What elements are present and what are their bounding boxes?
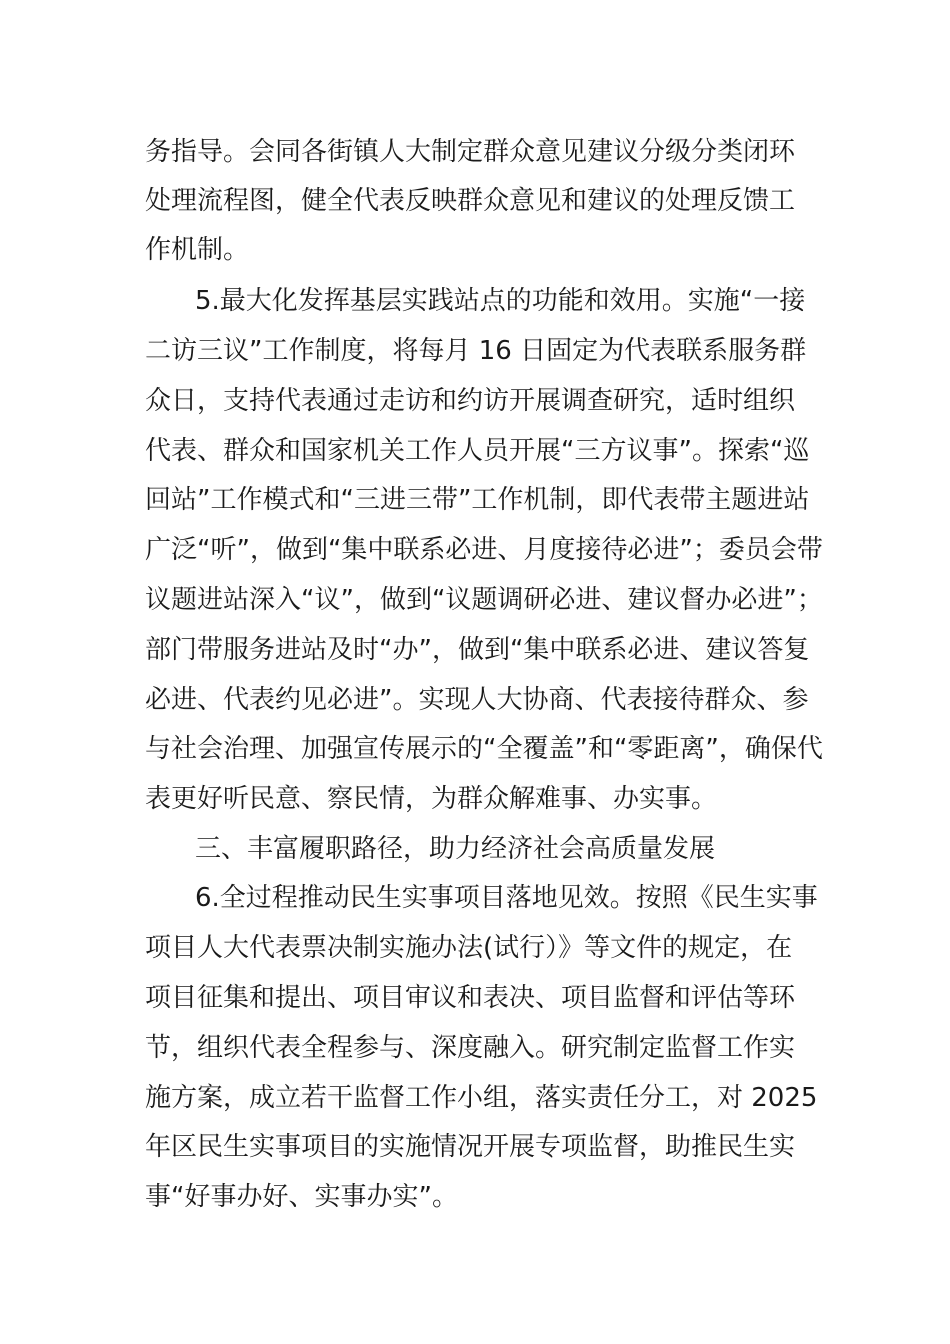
- text-line-14: 表更好听民意、察民情，为群众解难事、办实事。: [145, 784, 718, 814]
- text-line-17: 项目人大代表票决制实施办法(试行）》等文件的规定，在: [145, 933, 793, 963]
- text-line-9: 广泛“听”，做到“集中联系必进、月度接待必进”；委员会带: [145, 535, 823, 565]
- text-line-21: 年区民生实事项目的实施情况开展专项监督，助推民生实: [145, 1132, 796, 1162]
- text-line-3: 作机制。: [145, 235, 250, 265]
- text-line-10: 议题进站深入“议”，做到“议题调研必进、建议督办必进”；: [145, 585, 823, 615]
- text-line-11: 部门带服务进站及时“办”，做到“集中联系必进、建议答复: [145, 635, 810, 665]
- text-line-18: 项目征集和提出、项目审议和表决、项目监督和评估等环: [145, 983, 796, 1013]
- text-line-20: 施方案，成立若干监督工作小组，落实责任分工，对 2025: [145, 1083, 818, 1113]
- text-line-6: 众日，支持代表通过走访和约访开展调查研究，适时组织: [145, 386, 796, 416]
- paragraph-6-heading-line: 6.全过程推动民生实事项目落地见效。按照《民生实事: [195, 883, 818, 913]
- paragraph-5-heading-line: 5.最大化发挥基层实践站点的功能和效用。实施“一接: [195, 286, 806, 316]
- section-3-heading: 三、丰富履职路径，助力经济社会高质量发展: [195, 834, 716, 864]
- text-line-2: 处理流程图，健全代表反映群众意见和建议的处理反馈工: [145, 186, 796, 216]
- text-line-12: 必进、代表约见必进”。实现人大协商、代表接待群众、参: [145, 685, 809, 715]
- text-line-13: 与社会治理、加强宣传展示的“全覆盖”和“零距离”，确保代: [145, 734, 823, 764]
- text-line-7: 代表、群众和国家机关工作人员开展“三方议事”。探索“巡: [145, 436, 810, 466]
- text-line-8: 回站”工作模式和“三进三带”工作机制，即代表带主题进站: [145, 485, 810, 515]
- text-line-19: 节，组织代表全程参与、深度融入。研究制定监督工作实: [145, 1033, 796, 1063]
- text-line-5: 二访三议”工作制度，将每月 16 日固定为代表联系服务群: [145, 336, 807, 366]
- text-line-1: 务指导。会同各街镇人大制定群众意见建议分级分类闭环: [145, 137, 796, 167]
- text-line-22: 事“好事办好、实事办实”。: [145, 1182, 458, 1212]
